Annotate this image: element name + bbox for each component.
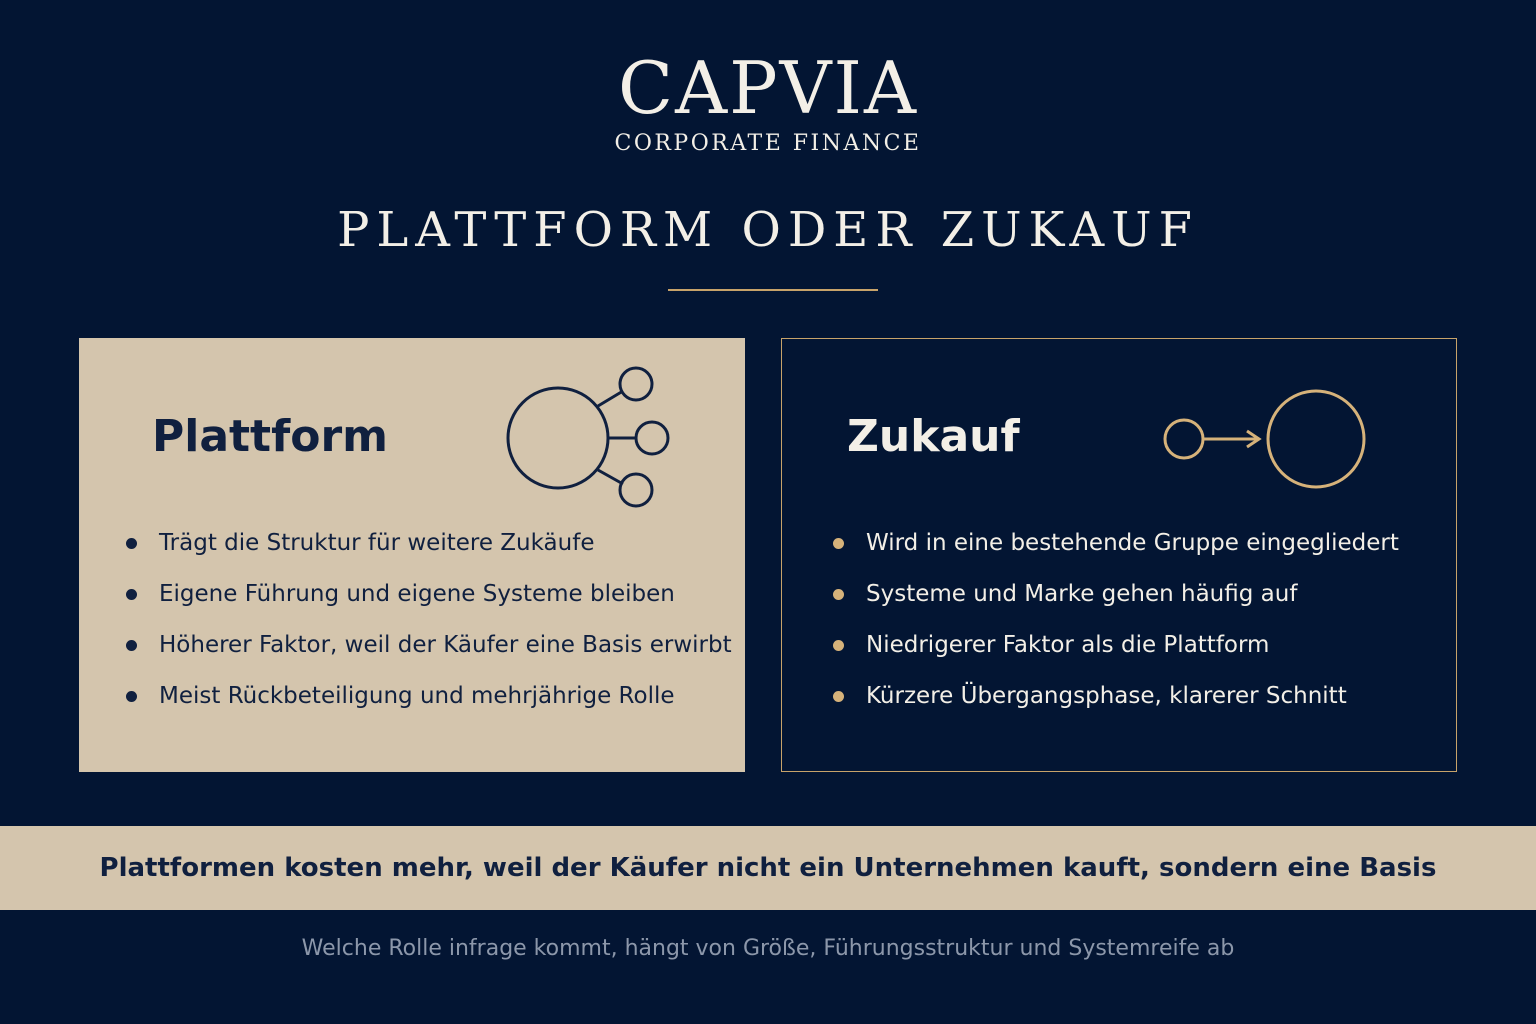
platform-bullet-text: Meist Rückbeteiligung und mehrjährige Rolle	[159, 683, 675, 709]
platform-bullet-text: Trägt die Struktur für weitere Zukäufe	[159, 530, 595, 556]
page-title: PLATTFORM ODER ZUKAUF	[337, 202, 1199, 258]
brand-logo	[0, 48, 1536, 158]
acquisition-bullet-text: Kürzere Übergangsphase, klarerer Schnitt	[866, 683, 1347, 709]
acquisition-bullet-text: Systeme und Marke gehen häufig auf	[866, 581, 1298, 607]
hub-network-icon	[500, 360, 680, 520]
bullet-dot-icon	[126, 691, 137, 702]
brand-subtitle: CORPORATE FINANCE	[614, 131, 922, 156]
title-divider	[668, 289, 878, 291]
acquisition-title: Zukauf	[847, 411, 1020, 462]
bullet-dot-icon	[126, 538, 137, 549]
bullet-dot-icon	[833, 538, 844, 549]
platform-bullet-text: Eigene Führung und eigene Systeme bleiben	[159, 581, 675, 607]
acquisition-bullet-text: Niedrigerer Faktor als die Plattform	[866, 632, 1270, 658]
bullet-dot-icon	[833, 640, 844, 651]
merge-arrow-icon	[1155, 382, 1375, 497]
acquisition-bullet-text: Wird in eine bestehende Gruppe eingegliedert	[866, 530, 1399, 556]
brand-name: CAPVIA	[618, 46, 918, 130]
bullet-dot-icon	[126, 640, 137, 651]
bullet-dot-icon	[833, 589, 844, 600]
platform-title: Plattform	[152, 411, 389, 462]
summary-banner	[0, 826, 1536, 910]
summary-banner-text: Plattformen kosten mehr, weil der Käufer nicht ein Unternehmen kauft, sondern eine Basis	[99, 853, 1437, 883]
bullet-dot-icon	[833, 691, 844, 702]
platform-bullet-text: Höherer Faktor, weil der Käufer eine Basis erwirbt	[159, 632, 732, 658]
footer-note: Welche Rolle infrage kommt, hängt von Größe, Führungsstruktur und Systemreife ab	[301, 936, 1235, 961]
bullet-dot-icon	[126, 589, 137, 600]
